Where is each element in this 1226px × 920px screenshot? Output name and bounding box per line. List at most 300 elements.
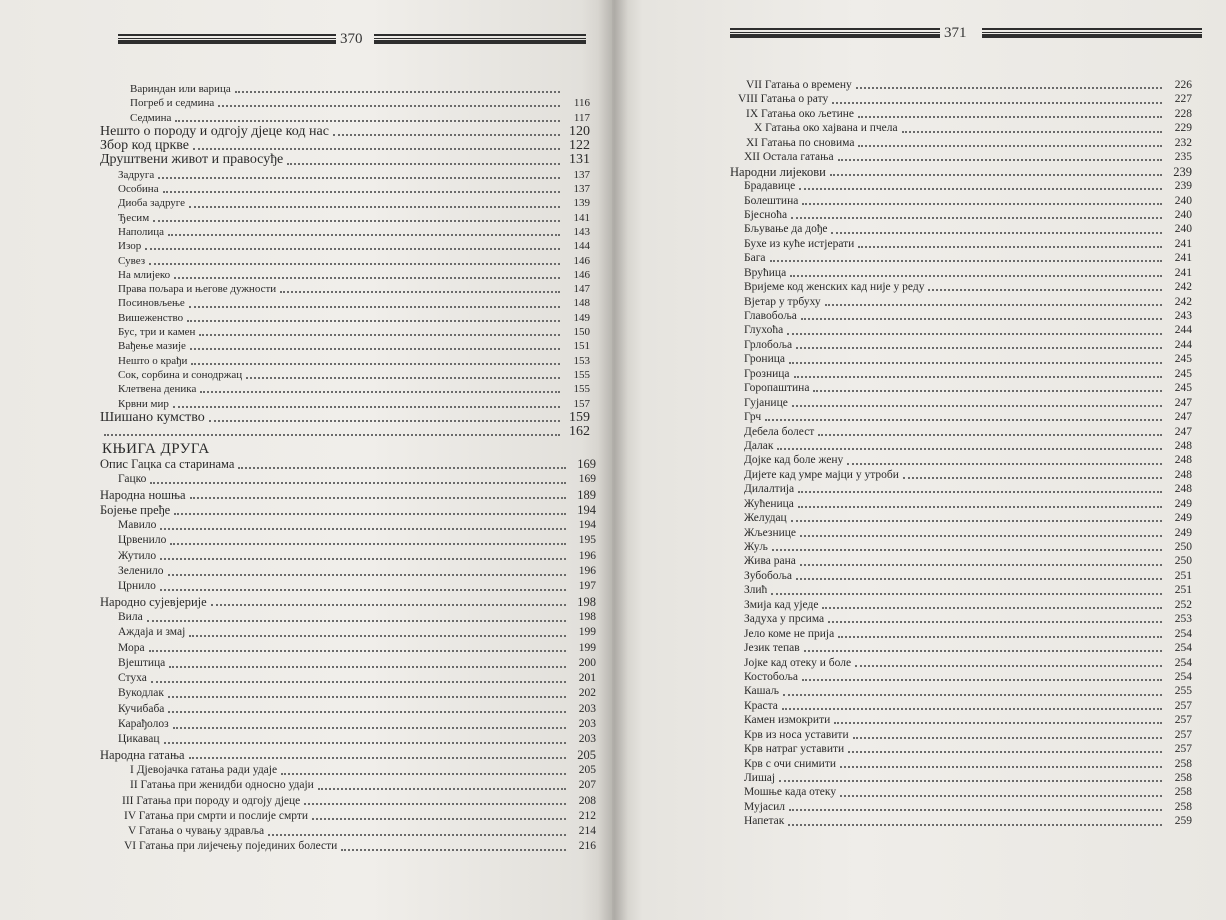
dot-leader bbox=[765, 419, 1162, 421]
entry-page-number: 196 bbox=[578, 549, 596, 562]
toc-entry bbox=[730, 136, 1192, 150]
dot-leader bbox=[168, 696, 566, 698]
entry-title: XI Гатања по сновима bbox=[746, 136, 855, 149]
toc-entry bbox=[100, 610, 596, 625]
entry-title: Задруга bbox=[118, 168, 155, 181]
entry-page-number: 240 bbox=[1174, 223, 1192, 236]
toc-entry bbox=[730, 150, 1192, 164]
entry-page-number: 251 bbox=[1174, 584, 1192, 597]
entry-title: Клетвена деника bbox=[118, 383, 197, 396]
toc-entry bbox=[100, 488, 596, 503]
entry-page-number: 244 bbox=[1174, 338, 1192, 351]
entry-page-number: 258 bbox=[1174, 786, 1192, 799]
dot-leader bbox=[268, 834, 566, 836]
dot-leader bbox=[787, 333, 1162, 335]
dot-leader bbox=[104, 434, 560, 436]
toc-entry bbox=[730, 295, 1192, 309]
entry-page-number: 148 bbox=[573, 297, 590, 310]
entry-page-number: 155 bbox=[573, 383, 590, 396]
entry-title: Вађење мазије bbox=[118, 340, 186, 353]
entry-page-number: 196 bbox=[578, 565, 596, 578]
entry-title: На млијеко bbox=[118, 268, 171, 281]
entry-page-number: 257 bbox=[1174, 699, 1192, 712]
dot-leader bbox=[149, 263, 560, 265]
entry-title: Дојке кад боле жену bbox=[744, 454, 844, 467]
entry-title: Мујасил bbox=[744, 800, 785, 813]
entry-page-number: 137 bbox=[573, 183, 590, 196]
entry-page-number: 257 bbox=[1174, 728, 1192, 741]
entry-title: Змија кад уједе bbox=[744, 598, 819, 611]
entry-page-number: 249 bbox=[1174, 526, 1192, 539]
toc-entry bbox=[730, 627, 1192, 641]
dot-leader bbox=[218, 105, 560, 107]
entry-page-number: 195 bbox=[578, 534, 596, 547]
dot-leader bbox=[828, 621, 1162, 623]
dot-leader bbox=[190, 348, 560, 350]
toc-entry bbox=[100, 518, 596, 533]
dot-leader bbox=[150, 482, 566, 484]
toc-entry bbox=[730, 684, 1192, 698]
entry-title: Нешто о крађи bbox=[118, 354, 188, 367]
toc-entry bbox=[730, 92, 1192, 106]
toc-entry bbox=[730, 338, 1192, 352]
entry-page-number: 253 bbox=[1174, 613, 1192, 626]
dot-leader bbox=[831, 232, 1162, 234]
entry-page-number: 137 bbox=[573, 168, 590, 181]
entry-title: Горопаштина bbox=[744, 382, 810, 395]
toc-list bbox=[100, 82, 590, 439]
toc-entry bbox=[100, 325, 590, 339]
toc-entry bbox=[100, 397, 590, 411]
entry-page-number: 255 bbox=[1174, 685, 1192, 698]
entry-title: Вјештица bbox=[118, 656, 166, 669]
toc-entry bbox=[730, 641, 1192, 655]
dot-leader bbox=[804, 650, 1162, 652]
entry-title: XII Остала гатања bbox=[744, 151, 834, 164]
toc-entry bbox=[100, 382, 590, 396]
entry-title: Народна гатања bbox=[100, 747, 185, 762]
entry-page-number: 247 bbox=[1174, 425, 1192, 438]
dot-leader bbox=[149, 650, 566, 652]
dot-leader bbox=[802, 203, 1162, 205]
left-page bbox=[0, 0, 612, 920]
entry-title: Зеленило bbox=[118, 565, 164, 578]
dot-leader bbox=[903, 477, 1162, 479]
entry-page-number: 214 bbox=[578, 825, 596, 838]
entry-title: Вишеженство bbox=[118, 311, 184, 324]
dot-leader bbox=[800, 564, 1162, 566]
toc-entry bbox=[100, 139, 590, 153]
toc-entry bbox=[730, 280, 1192, 294]
entry-title: Гацко bbox=[118, 473, 147, 486]
entry-title: Грозница bbox=[744, 367, 790, 380]
entry-page-number: 151 bbox=[573, 340, 590, 353]
entry-title: Бус, три и камен bbox=[118, 326, 196, 339]
entry-page-number: 212 bbox=[578, 809, 596, 822]
toc-entry bbox=[730, 785, 1192, 799]
dot-leader bbox=[813, 390, 1162, 392]
entry-page-number: 227 bbox=[1174, 93, 1192, 106]
entry-page-number: 245 bbox=[1174, 367, 1192, 380]
dot-leader bbox=[799, 188, 1162, 190]
dot-leader bbox=[825, 304, 1162, 306]
entry-title: Сувез bbox=[118, 254, 146, 267]
toc-entry bbox=[100, 472, 596, 487]
dot-leader bbox=[858, 116, 1162, 118]
dot-leader bbox=[170, 543, 566, 545]
toc-entry bbox=[100, 82, 590, 96]
dot-leader bbox=[832, 102, 1162, 104]
toc-entry bbox=[730, 814, 1192, 828]
entry-title: Костобоља bbox=[744, 670, 798, 683]
dot-leader bbox=[818, 434, 1162, 436]
entry-page-number: 243 bbox=[1174, 310, 1192, 322]
dot-leader bbox=[318, 788, 566, 790]
entry-title: Језик тепав bbox=[744, 642, 800, 655]
entry-title: Кучибаба bbox=[118, 702, 165, 715]
dot-leader bbox=[174, 513, 566, 515]
entry-page-number: 201 bbox=[578, 672, 596, 685]
toc-entry bbox=[730, 554, 1192, 568]
dot-leader bbox=[796, 347, 1162, 349]
toc-entry bbox=[100, 96, 590, 110]
entry-title: Аждаја и змај bbox=[118, 626, 186, 639]
entry-title: Вариндан или варица bbox=[130, 83, 231, 95]
entry-page-number: 150 bbox=[573, 326, 590, 339]
toc-entry bbox=[100, 824, 596, 839]
entry-title: Опис Гацка са старинама bbox=[100, 457, 235, 471]
entry-page-number: 169 bbox=[577, 457, 596, 471]
toc-entry bbox=[100, 809, 596, 824]
entry-page-number: 122 bbox=[569, 138, 590, 154]
dot-leader bbox=[798, 506, 1162, 508]
entry-title: Крв из носа уставити bbox=[744, 728, 849, 741]
toc-entry bbox=[100, 579, 596, 594]
entry-page-number: 239 bbox=[1174, 180, 1192, 193]
dot-leader bbox=[190, 497, 566, 499]
toc-entry bbox=[100, 564, 596, 579]
toc-entry bbox=[100, 182, 590, 196]
dot-leader bbox=[153, 220, 560, 222]
toc-entry bbox=[100, 503, 596, 518]
toc-entry bbox=[730, 107, 1192, 121]
dot-leader bbox=[281, 773, 566, 775]
entry-page-number: 251 bbox=[1174, 569, 1192, 582]
toc-entry bbox=[100, 625, 596, 640]
dot-leader bbox=[840, 795, 1162, 797]
entry-page-number: 203 bbox=[578, 718, 596, 731]
entry-title: Права пољара и његове дужности bbox=[118, 283, 277, 296]
dot-leader bbox=[771, 593, 1162, 595]
entry-title: Вријеме код женских кад није у реду bbox=[744, 281, 925, 294]
entry-page-number: 229 bbox=[1174, 122, 1192, 135]
dot-leader bbox=[158, 177, 560, 179]
dot-leader bbox=[840, 766, 1162, 768]
dot-leader bbox=[160, 528, 566, 530]
entry-page-number: 147 bbox=[573, 283, 590, 296]
entry-title: Болештина bbox=[744, 194, 799, 207]
entry-title: Гроница bbox=[744, 353, 785, 366]
entry-title: Желудац bbox=[744, 512, 787, 525]
toc-entry bbox=[100, 411, 590, 425]
dot-leader bbox=[789, 809, 1162, 811]
dot-leader bbox=[792, 405, 1162, 407]
dot-leader bbox=[777, 448, 1162, 450]
entry-page-number: 248 bbox=[1174, 439, 1192, 452]
entry-page-number: 146 bbox=[573, 254, 590, 267]
entry-title: Особина bbox=[118, 183, 159, 196]
entry-page-number: 149 bbox=[573, 311, 590, 324]
dot-leader bbox=[847, 463, 1162, 465]
entry-title: Бага bbox=[744, 252, 766, 265]
dot-leader bbox=[928, 289, 1162, 291]
section-heading: КЊИГА ДРУГА bbox=[102, 441, 210, 457]
toc-list bbox=[100, 457, 596, 855]
dot-leader bbox=[789, 362, 1162, 364]
entry-page-number: 131 bbox=[569, 152, 590, 168]
toc-entry bbox=[100, 254, 590, 268]
entry-title: Шишано кумство bbox=[100, 409, 205, 425]
dot-leader bbox=[838, 159, 1162, 161]
entry-page-number: 141 bbox=[573, 211, 590, 224]
dot-leader bbox=[772, 549, 1162, 551]
toc-entry bbox=[730, 381, 1192, 395]
toc-entry bbox=[100, 225, 590, 239]
entry-page-number: 232 bbox=[1174, 136, 1192, 149]
toc-entry bbox=[730, 165, 1192, 179]
entry-title: Главобоља bbox=[744, 310, 797, 322]
dot-leader bbox=[235, 91, 560, 93]
entry-title: Бухе из куће истјерати bbox=[744, 237, 855, 250]
entry-page-number: 200 bbox=[578, 656, 596, 669]
toc-entry bbox=[100, 457, 596, 472]
dot-leader bbox=[838, 636, 1162, 638]
entry-page-number: 247 bbox=[1174, 396, 1192, 409]
dot-leader bbox=[848, 751, 1162, 753]
dot-leader bbox=[341, 849, 566, 851]
dot-leader bbox=[187, 320, 560, 322]
dot-leader bbox=[858, 145, 1162, 147]
dot-leader bbox=[855, 665, 1162, 667]
entry-page-number: 259 bbox=[1174, 815, 1192, 828]
entry-page-number: 162 bbox=[569, 424, 590, 440]
dot-leader bbox=[175, 120, 560, 122]
entry-page-number: 117 bbox=[573, 111, 590, 124]
entry-title: Бљување да дође bbox=[744, 223, 828, 236]
entry-title: Краста bbox=[744, 699, 778, 712]
entry-title: Жутило bbox=[118, 549, 157, 562]
header-rule bbox=[118, 34, 336, 44]
entry-page-number: 120 bbox=[569, 123, 590, 139]
toc-entry bbox=[730, 540, 1192, 554]
book-gutter bbox=[598, 0, 628, 920]
toc-entry bbox=[100, 549, 596, 564]
entry-title: Крв с очи снимити bbox=[744, 757, 836, 770]
toc-entry bbox=[100, 732, 596, 747]
dot-leader bbox=[174, 277, 560, 279]
dot-leader bbox=[333, 134, 560, 136]
entry-title: Диоба задруге bbox=[118, 197, 186, 210]
dot-leader bbox=[783, 694, 1162, 696]
entry-page-number: 250 bbox=[1174, 541, 1192, 553]
toc-entry bbox=[730, 439, 1192, 453]
entry-title: Жива рана bbox=[744, 555, 796, 568]
entry-page-number: 194 bbox=[577, 502, 596, 517]
toc-entry bbox=[730, 757, 1192, 771]
entry-title: Жљезнице bbox=[744, 526, 797, 539]
dot-leader bbox=[168, 574, 566, 576]
entry-page-number: 242 bbox=[1174, 281, 1192, 294]
dot-leader bbox=[798, 491, 1162, 493]
toc-entry bbox=[730, 222, 1192, 236]
right-page bbox=[612, 0, 1226, 920]
dot-leader bbox=[830, 174, 1162, 176]
dot-leader bbox=[280, 291, 560, 293]
entry-page-number: 254 bbox=[1174, 627, 1192, 640]
entry-title: Жућеница bbox=[744, 497, 794, 510]
dot-leader bbox=[791, 217, 1162, 219]
entry-page-number: 153 bbox=[573, 354, 590, 367]
dot-leader bbox=[794, 376, 1162, 378]
entry-title: II Гатања при женидби односно удаји bbox=[130, 779, 314, 792]
entry-page-number: 248 bbox=[1174, 483, 1192, 496]
entry-title: Грлобоља bbox=[744, 338, 793, 351]
header-rule bbox=[730, 28, 940, 38]
toc-entry bbox=[730, 323, 1192, 337]
page-number: 370 bbox=[340, 31, 363, 47]
entry-title: Изор bbox=[118, 240, 142, 253]
toc-entry bbox=[730, 526, 1192, 540]
entry-page-number: 189 bbox=[577, 487, 596, 502]
entry-page-number: 203 bbox=[578, 702, 596, 715]
entry-title: Врућица bbox=[744, 266, 787, 279]
dot-leader bbox=[802, 679, 1162, 681]
toc-entry bbox=[100, 311, 590, 325]
toc-entry bbox=[730, 612, 1192, 626]
toc-entry bbox=[730, 713, 1192, 727]
dot-leader bbox=[160, 558, 566, 560]
entry-title: Народно сујевјерије bbox=[100, 594, 207, 609]
right-page-header bbox=[730, 24, 1200, 44]
toc-entry bbox=[100, 778, 596, 793]
entry-title: Дебела болест bbox=[744, 425, 815, 438]
dot-leader bbox=[145, 248, 560, 250]
toc-entry bbox=[100, 748, 596, 763]
toc-entry bbox=[100, 354, 590, 368]
dot-leader bbox=[853, 737, 1162, 739]
entry-page-number: 249 bbox=[1174, 512, 1192, 525]
entry-title: Далак bbox=[744, 439, 774, 452]
entry-title: Стуха bbox=[118, 672, 147, 685]
toc-entry bbox=[100, 702, 596, 717]
toc-entry bbox=[730, 410, 1192, 424]
dot-leader bbox=[856, 87, 1162, 89]
entry-page-number: 144 bbox=[573, 240, 590, 253]
toc-entry bbox=[100, 794, 596, 809]
toc-entry bbox=[730, 742, 1192, 756]
dot-leader bbox=[211, 604, 566, 606]
toc-entry bbox=[100, 196, 590, 210]
toc-entry bbox=[730, 78, 1192, 92]
dot-leader bbox=[312, 818, 566, 820]
toc-entry bbox=[730, 656, 1192, 670]
entry-title: Гујанице bbox=[744, 396, 788, 409]
entry-page-number: 228 bbox=[1174, 107, 1192, 120]
dot-leader bbox=[189, 306, 560, 308]
entry-title: Наполица bbox=[118, 225, 165, 238]
entry-page-number: 198 bbox=[577, 594, 596, 609]
entry-page-number: 250 bbox=[1174, 555, 1192, 568]
entry-title: Вукодлак bbox=[118, 687, 164, 700]
toc-entry bbox=[730, 453, 1192, 467]
entry-page-number: 205 bbox=[578, 763, 596, 776]
dot-leader bbox=[173, 727, 566, 729]
dot-leader bbox=[209, 420, 560, 422]
toc-entry bbox=[100, 296, 590, 310]
toc-entry bbox=[100, 686, 596, 701]
dot-leader bbox=[189, 635, 566, 637]
entry-title: Црвенило bbox=[118, 534, 167, 547]
entry-page-number: 258 bbox=[1174, 757, 1192, 770]
entry-title: Погреб и седмина bbox=[130, 97, 215, 110]
toc-entry bbox=[730, 367, 1192, 381]
toc-entry bbox=[730, 482, 1192, 496]
dot-leader bbox=[164, 742, 566, 744]
entry-page-number: 257 bbox=[1174, 743, 1192, 756]
entry-title: Крвни мир bbox=[118, 397, 169, 410]
dot-leader bbox=[791, 520, 1162, 522]
entry-page-number: 139 bbox=[573, 197, 590, 210]
entry-title: Грч bbox=[744, 411, 762, 424]
entry-title: III Гатања при породу и одгоју дјеце bbox=[122, 794, 301, 807]
toc-entry bbox=[730, 598, 1192, 612]
toc-entry bbox=[730, 569, 1192, 583]
entry-page-number: 257 bbox=[1174, 714, 1192, 727]
toc-entry bbox=[100, 533, 596, 548]
dot-leader bbox=[801, 318, 1162, 320]
entry-title: IX Гатања око љетине bbox=[746, 107, 855, 120]
dot-leader bbox=[147, 620, 566, 622]
toc-entry bbox=[730, 121, 1192, 135]
dot-leader bbox=[163, 191, 560, 193]
entry-page-number: 247 bbox=[1174, 411, 1192, 424]
dot-leader bbox=[238, 467, 566, 469]
toc-entry bbox=[100, 339, 590, 353]
entry-title: Мора bbox=[118, 641, 145, 654]
entry-page-number: 235 bbox=[1174, 151, 1192, 164]
toc-entry bbox=[100, 425, 590, 439]
toc-entry bbox=[730, 266, 1192, 280]
entry-title: Збор код цркве bbox=[100, 138, 189, 154]
entry-title: Камен измокрити bbox=[744, 714, 831, 727]
toc-entry bbox=[100, 763, 596, 778]
entry-page-number: 199 bbox=[578, 626, 596, 639]
entry-title: VIII Гатања о рату bbox=[738, 93, 829, 106]
entry-page-number: 254 bbox=[1174, 670, 1192, 683]
entry-page-number: 226 bbox=[1174, 79, 1192, 91]
toc-entry bbox=[100, 268, 590, 282]
toc-entry bbox=[730, 497, 1192, 511]
entry-page-number: 208 bbox=[578, 794, 596, 807]
dot-leader bbox=[189, 757, 566, 759]
entry-title: Зубобоља bbox=[744, 569, 793, 582]
toc-entry bbox=[730, 309, 1192, 323]
entry-title: Седмина bbox=[130, 111, 172, 124]
header-rule bbox=[374, 34, 586, 44]
entry-page-number: 143 bbox=[573, 225, 590, 238]
entry-title: VII Гатања о времену bbox=[746, 79, 852, 91]
entry-page-number: 258 bbox=[1174, 800, 1192, 813]
